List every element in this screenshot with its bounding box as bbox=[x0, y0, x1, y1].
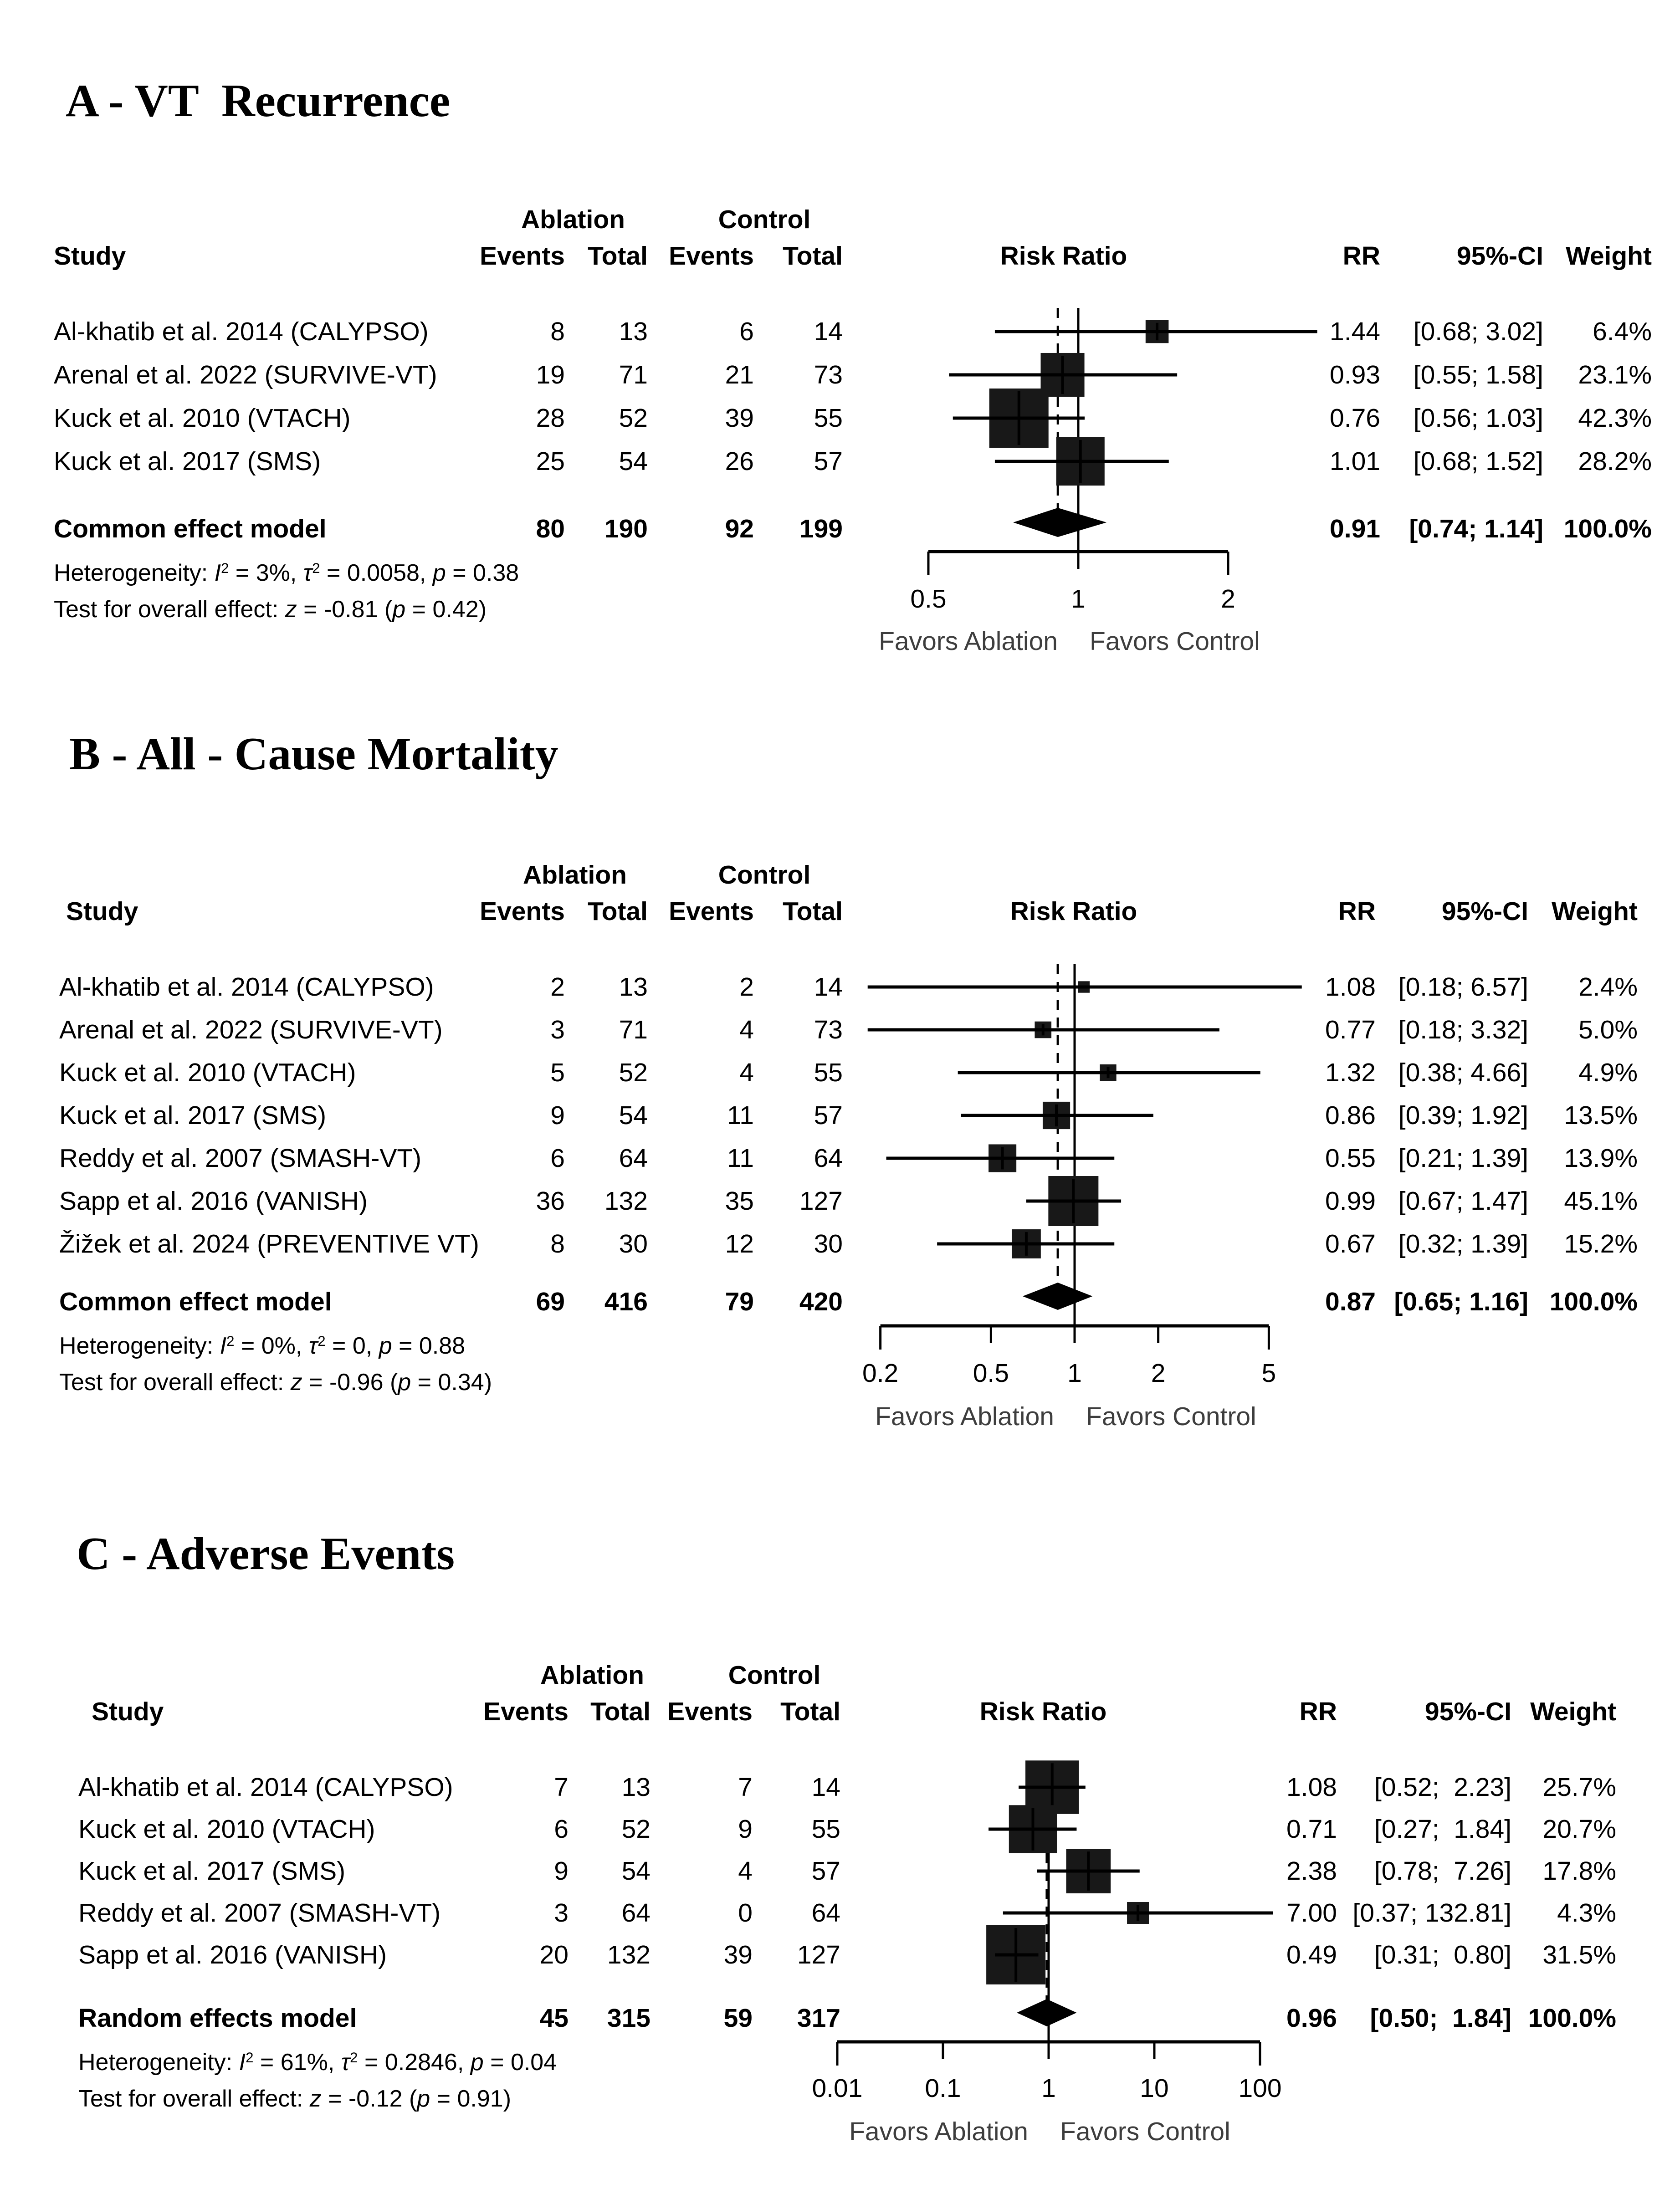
ablation-events-value: 3 bbox=[550, 1015, 565, 1044]
equals-sign: = bbox=[321, 2086, 348, 2112]
ci-value: [0.56; 1.03] bbox=[1413, 404, 1543, 433]
tau-squared-value: 0.2846 bbox=[384, 2049, 457, 2076]
risk-ratio-header: Risk Ratio bbox=[1010, 897, 1137, 926]
axis-tick-label: 0.2 bbox=[862, 1359, 899, 1388]
tau-squared-symbol: τ bbox=[341, 2049, 350, 2076]
control-events-value: 9 bbox=[738, 1815, 753, 1844]
ablation-total-value: 64 bbox=[619, 1144, 648, 1173]
model-control-events-value: 59 bbox=[723, 2004, 753, 2033]
column-header-control-total: Total bbox=[780, 1697, 840, 1726]
study-name: Al-khatib et al. 2014 (CALYPSO) bbox=[59, 972, 434, 1002]
ablation-events-value: 25 bbox=[536, 447, 565, 476]
p-symbol: p bbox=[470, 2049, 484, 2076]
ablation-events-value: 9 bbox=[554, 1856, 569, 1886]
weight-value: 13.5% bbox=[1564, 1101, 1638, 1130]
equals-sign: = bbox=[446, 560, 473, 586]
close-paren: ) bbox=[484, 1369, 492, 1396]
column-header-control-total: Total bbox=[783, 897, 843, 926]
ablation-total-value: 71 bbox=[619, 1015, 648, 1044]
study-name: Kuck et al. 2017 (SMS) bbox=[54, 447, 321, 476]
study-name: Kuck et al. 2010 (VTACH) bbox=[59, 1058, 356, 1087]
ablation-events-value: 28 bbox=[536, 404, 565, 433]
model-ablation-total-value: 315 bbox=[607, 2004, 650, 2033]
ci-value: [0.21; 1.39] bbox=[1398, 1144, 1528, 1173]
model-row-label: Common effect model bbox=[54, 514, 327, 543]
axis-tick-label: 100 bbox=[1238, 2074, 1282, 2103]
ablation-events-value: 6 bbox=[554, 1815, 569, 1844]
favors-control-label: Favors Control bbox=[1086, 1402, 1256, 1431]
ablation-events-value: 20 bbox=[539, 1940, 569, 1969]
equals-sign: = bbox=[234, 1333, 261, 1359]
study-name: Sapp et al. 2016 (VANISH) bbox=[78, 1940, 387, 1969]
axis-tick-label: 1 bbox=[1071, 584, 1086, 614]
control-events-value: 4 bbox=[738, 1856, 753, 1886]
model-control-total-value: 199 bbox=[799, 514, 843, 543]
weight-value: 4.9% bbox=[1578, 1058, 1638, 1087]
i-squared-value: 0% bbox=[261, 1333, 296, 1359]
column-header-rr: RR bbox=[1338, 897, 1376, 926]
control-total-value: 57 bbox=[811, 1856, 840, 1886]
panel-title: C - Adverse Events bbox=[77, 1528, 455, 1580]
heterogeneity-prefix: Heterogeneity: bbox=[54, 560, 215, 586]
model-weight-value: 100.0% bbox=[1528, 2004, 1616, 2033]
p-symbol: p bbox=[417, 2086, 430, 2112]
p-symbol: p bbox=[392, 596, 406, 623]
control-events-value: 0 bbox=[738, 1898, 753, 1928]
control-events-value: 11 bbox=[727, 1144, 754, 1173]
ablation-events-value: 6 bbox=[550, 1144, 565, 1173]
column-header-control-events: Events bbox=[669, 241, 754, 271]
control-events-value: 6 bbox=[739, 317, 754, 346]
ablation-total-value: 13 bbox=[621, 1773, 650, 1802]
equals-sign: = bbox=[392, 1333, 419, 1359]
model-ablation-total-value: 416 bbox=[604, 1287, 648, 1316]
superscript-two: 2 bbox=[350, 2049, 358, 2066]
ablation-events-value: 36 bbox=[536, 1186, 565, 1216]
model-ablation-events-value: 80 bbox=[536, 514, 565, 543]
equals-sign: = bbox=[430, 2086, 457, 2112]
control-total-value: 55 bbox=[814, 404, 843, 433]
ablation-total-value: 54 bbox=[621, 1856, 650, 1886]
ci-value: [0.52; 2.23] bbox=[1374, 1773, 1511, 1802]
equals-sign: = bbox=[297, 596, 324, 623]
rr-value: 0.76 bbox=[1330, 404, 1380, 433]
model-weight-value: 100.0% bbox=[1563, 514, 1652, 543]
open-paren: ( bbox=[383, 1369, 398, 1396]
panel-title: A - VT Recurrence bbox=[66, 75, 451, 127]
ci-value: [0.78; 7.26] bbox=[1374, 1856, 1511, 1886]
ablation-events-value: 2 bbox=[550, 972, 565, 1002]
effect-square bbox=[1066, 1849, 1111, 1893]
weight-value: 45.1% bbox=[1564, 1186, 1638, 1216]
model-control-total-value: 420 bbox=[799, 1287, 843, 1316]
rr-value: 1.01 bbox=[1330, 447, 1380, 476]
model-row-label: Common effect model bbox=[59, 1287, 332, 1316]
superscript-two: 2 bbox=[226, 1333, 235, 1349]
column-header-ci: 95%-CI bbox=[1456, 241, 1543, 271]
study-name: Arenal et al. 2022 (SURVIVE-VT) bbox=[59, 1015, 443, 1044]
heterogeneity-p-value: 0.04 bbox=[510, 2049, 557, 2076]
p-symbol: p bbox=[379, 1333, 392, 1359]
column-header-ablation: Ablation bbox=[540, 1661, 644, 1690]
test-prefix: Test for overall effect: bbox=[78, 2086, 310, 2112]
rr-value: 0.67 bbox=[1325, 1229, 1376, 1258]
favors-ablation-label: Favors Ablation bbox=[879, 627, 1058, 656]
column-header-ablation-events: Events bbox=[483, 1697, 569, 1726]
rr-value: 1.08 bbox=[1325, 972, 1376, 1002]
weight-value: 23.1% bbox=[1578, 360, 1652, 389]
control-events-value: 39 bbox=[723, 1940, 753, 1969]
ci-value: [0.18; 3.32] bbox=[1398, 1015, 1528, 1044]
column-header-weight: Weight bbox=[1530, 1697, 1616, 1726]
superscript-two: 2 bbox=[221, 560, 229, 576]
study-name: Arenal et al. 2022 (SURVIVE-VT) bbox=[54, 360, 437, 389]
weight-value: 31.5% bbox=[1542, 1940, 1616, 1969]
ablation-total-value: 52 bbox=[619, 404, 648, 433]
control-events-value: 7 bbox=[738, 1773, 753, 1802]
control-events-value: 39 bbox=[725, 404, 754, 433]
z-symbol: z bbox=[285, 596, 297, 623]
column-header-ablation-total: Total bbox=[590, 1697, 650, 1726]
test-prefix: Test for overall effect: bbox=[54, 596, 285, 623]
equals-sign: = bbox=[411, 1369, 438, 1396]
rr-value: 0.86 bbox=[1325, 1101, 1376, 1130]
axis-tick-label: 5 bbox=[1261, 1359, 1276, 1388]
study-name: Kuck et al. 2017 (SMS) bbox=[78, 1856, 346, 1886]
weight-value: 28.2% bbox=[1578, 447, 1652, 476]
risk-ratio-header: Risk Ratio bbox=[979, 1697, 1107, 1726]
model-rr-value: 0.87 bbox=[1325, 1287, 1376, 1316]
i-squared-symbol: I bbox=[214, 560, 221, 586]
panel-title: B - All - Cause Mortality bbox=[69, 728, 558, 780]
rr-value: 1.08 bbox=[1286, 1773, 1337, 1802]
column-header-ci: 95%-CI bbox=[1424, 1697, 1511, 1726]
ablation-total-value: 13 bbox=[619, 317, 648, 346]
control-total-value: 55 bbox=[811, 1815, 840, 1844]
test-p-value: 0.91 bbox=[457, 2086, 503, 2112]
model-control-events-value: 92 bbox=[725, 514, 754, 543]
p-symbol: p bbox=[432, 560, 446, 586]
control-events-value: 12 bbox=[725, 1229, 754, 1258]
model-ci-value: [0.50; 1.84] bbox=[1370, 2004, 1511, 2033]
separator: , bbox=[457, 2049, 471, 2076]
risk-ratio-header: Risk Ratio bbox=[1000, 241, 1127, 271]
tau-squared-value: 0.0058 bbox=[347, 560, 420, 586]
rr-value: 0.49 bbox=[1286, 1940, 1337, 1969]
column-header-rr: RR bbox=[1342, 241, 1380, 271]
heterogeneity-p-value: 0.88 bbox=[419, 1333, 466, 1359]
column-header-ablation: Ablation bbox=[521, 205, 625, 234]
rr-value: 0.77 bbox=[1325, 1015, 1376, 1044]
p-symbol: p bbox=[398, 1369, 411, 1396]
open-paren: ( bbox=[402, 2086, 417, 2112]
ablation-total-value: 64 bbox=[621, 1898, 650, 1928]
control-total-value: 73 bbox=[814, 360, 843, 389]
favors-ablation-label: Favors Ablation bbox=[875, 1402, 1054, 1431]
column-header-study: Study bbox=[92, 1697, 164, 1726]
weight-value: 6.4% bbox=[1593, 317, 1652, 346]
control-total-value: 14 bbox=[814, 972, 843, 1002]
column-header-ablation-events: Events bbox=[480, 897, 565, 926]
superscript-two: 2 bbox=[246, 2049, 254, 2066]
control-total-value: 127 bbox=[799, 1186, 843, 1216]
weight-value: 5.0% bbox=[1578, 1015, 1638, 1044]
model-rr-value: 0.91 bbox=[1330, 514, 1380, 543]
model-rr-value: 0.96 bbox=[1286, 2004, 1337, 2033]
favors-control-label: Favors Control bbox=[1060, 2117, 1230, 2146]
rr-value: 1.44 bbox=[1330, 317, 1380, 346]
control-total-value: 55 bbox=[814, 1058, 843, 1087]
axis-tick-label: 0.5 bbox=[910, 584, 947, 614]
study-name: Al-khatib et al. 2014 (CALYPSO) bbox=[78, 1773, 453, 1802]
close-paren: ) bbox=[478, 596, 487, 623]
study-name: Reddy et al. 2007 (SMASH-VT) bbox=[78, 1898, 441, 1928]
control-total-value: 57 bbox=[814, 1101, 843, 1130]
effect-square bbox=[1127, 1902, 1149, 1924]
separator: , bbox=[365, 1333, 379, 1359]
i-squared-symbol: I bbox=[220, 1333, 227, 1359]
control-events-value: 35 bbox=[725, 1186, 754, 1216]
i-squared-symbol: I bbox=[239, 2049, 246, 2076]
ci-value: [0.39; 1.92] bbox=[1398, 1101, 1528, 1130]
column-header-control: Control bbox=[718, 205, 811, 234]
overall-effect-line bbox=[78, 2084, 511, 2114]
ci-value: [0.38; 4.66] bbox=[1398, 1058, 1528, 1087]
study-name: Kuck et al. 2017 (SMS) bbox=[59, 1101, 327, 1130]
separator: , bbox=[290, 560, 303, 586]
control-total-value: 14 bbox=[811, 1773, 840, 1802]
rr-value: 7.00 bbox=[1286, 1898, 1337, 1928]
ablation-total-value: 13 bbox=[619, 972, 648, 1002]
ablation-events-value: 7 bbox=[554, 1773, 569, 1802]
model-ci-value: [0.65; 1.16] bbox=[1394, 1287, 1528, 1316]
superscript-two: 2 bbox=[312, 560, 320, 576]
axis-tick-label: 10 bbox=[1140, 2074, 1169, 2103]
rr-value: 0.93 bbox=[1330, 360, 1380, 389]
z-value: -0.12 bbox=[348, 2086, 403, 2112]
model-control-events-value: 79 bbox=[725, 1287, 754, 1316]
column-header-ci: 95%-CI bbox=[1441, 897, 1528, 926]
separator: , bbox=[295, 1333, 309, 1359]
ci-value: [0.18; 6.57] bbox=[1398, 972, 1528, 1002]
tau-squared-symbol: τ bbox=[308, 1333, 318, 1359]
ablation-total-value: 132 bbox=[604, 1186, 648, 1216]
column-header-weight: Weight bbox=[1566, 241, 1652, 271]
control-total-value: 14 bbox=[814, 317, 843, 346]
test-p-value: 0.34 bbox=[438, 1369, 484, 1396]
equals-sign: = bbox=[358, 2049, 385, 2076]
ablation-total-value: 30 bbox=[619, 1229, 648, 1258]
heterogeneity-prefix: Heterogeneity: bbox=[59, 1333, 220, 1359]
weight-value: 25.7% bbox=[1542, 1773, 1616, 1802]
weight-value: 13.9% bbox=[1564, 1144, 1638, 1173]
weight-value: 2.4% bbox=[1578, 972, 1638, 1002]
control-events-value: 26 bbox=[725, 447, 754, 476]
control-total-value: 30 bbox=[814, 1229, 843, 1258]
z-symbol: z bbox=[290, 1369, 302, 1396]
equals-sign: = bbox=[405, 596, 433, 623]
study-name: Kuck et al. 2010 (VTACH) bbox=[78, 1815, 375, 1844]
heterogeneity-p-value: 0.38 bbox=[473, 560, 519, 586]
column-header-ablation: Ablation bbox=[523, 860, 627, 890]
ablation-events-value: 8 bbox=[550, 1229, 565, 1258]
weight-value: 20.7% bbox=[1542, 1815, 1616, 1844]
column-header-control: Control bbox=[718, 860, 811, 890]
ablation-total-value: 54 bbox=[619, 1101, 648, 1130]
effect-square bbox=[986, 1925, 1045, 1984]
control-events-value: 21 bbox=[725, 360, 754, 389]
study-name: Kuck et al. 2010 (VTACH) bbox=[54, 404, 351, 433]
control-events-value: 4 bbox=[739, 1058, 754, 1087]
weight-value: 4.3% bbox=[1557, 1898, 1616, 1928]
column-header-control: Control bbox=[728, 1661, 821, 1690]
control-total-value: 127 bbox=[797, 1940, 840, 1969]
superscript-two: 2 bbox=[318, 1333, 326, 1349]
model-control-total-value: 317 bbox=[797, 2004, 840, 2033]
equals-sign: = bbox=[320, 560, 347, 586]
equals-sign: = bbox=[253, 2049, 281, 2076]
model-ci-value: [0.74; 1.14] bbox=[1409, 514, 1543, 543]
axis-tick-label: 0.1 bbox=[925, 2074, 961, 2103]
equals-sign: = bbox=[325, 1333, 353, 1359]
model-row-label: Random effects model bbox=[78, 2004, 357, 2033]
pooled-diamond bbox=[1017, 1999, 1076, 2026]
control-events-value: 2 bbox=[739, 972, 754, 1002]
ablation-events-value: 3 bbox=[554, 1898, 569, 1928]
heterogeneity-prefix: Heterogeneity: bbox=[78, 2049, 239, 2076]
column-header-control-events: Events bbox=[669, 897, 754, 926]
equals-sign: = bbox=[302, 1369, 329, 1396]
column-header-ablation-total: Total bbox=[588, 897, 648, 926]
separator: , bbox=[419, 560, 433, 586]
ablation-events-value: 8 bbox=[550, 317, 565, 346]
tau-squared-value: 0 bbox=[352, 1333, 366, 1359]
ci-value: [0.32; 1.39] bbox=[1398, 1229, 1528, 1258]
ci-value: [0.27; 1.84] bbox=[1374, 1815, 1511, 1844]
control-events-value: 11 bbox=[727, 1101, 754, 1130]
control-total-value: 64 bbox=[811, 1898, 840, 1928]
column-header-rr: RR bbox=[1299, 1697, 1337, 1726]
ci-value: [0.67; 1.47] bbox=[1398, 1186, 1528, 1216]
test-prefix: Test for overall effect: bbox=[59, 1369, 291, 1396]
rr-value: 2.38 bbox=[1286, 1856, 1337, 1886]
column-header-weight: Weight bbox=[1552, 897, 1638, 926]
equals-sign: = bbox=[483, 2049, 511, 2076]
rr-value: 0.55 bbox=[1325, 1144, 1376, 1173]
heterogeneity-line bbox=[78, 2047, 557, 2081]
axis-tick-label: 0.5 bbox=[973, 1359, 1009, 1388]
z-value: -0.96 bbox=[329, 1369, 384, 1396]
column-header-ablation-total: Total bbox=[588, 241, 648, 271]
ci-value: [0.68; 3.02] bbox=[1413, 317, 1543, 346]
model-ablation-events-value: 45 bbox=[539, 2004, 569, 2033]
separator: , bbox=[328, 2049, 341, 2076]
study-name: Žižek et al. 2024 (PREVENTIVE VT) bbox=[59, 1229, 479, 1258]
study-name: Reddy et al. 2007 (SMASH-VT) bbox=[59, 1144, 422, 1173]
weight-value: 15.2% bbox=[1564, 1229, 1638, 1258]
study-name: Sapp et al. 2016 (VANISH) bbox=[59, 1186, 368, 1216]
ci-value: [0.68; 1.52] bbox=[1413, 447, 1543, 476]
i-squared-value: 61% bbox=[280, 2049, 328, 2076]
column-header-ablation-events: Events bbox=[480, 241, 565, 271]
control-events-value: 4 bbox=[739, 1015, 754, 1044]
test-p-value: 0.42 bbox=[432, 596, 479, 623]
ablation-total-value: 54 bbox=[619, 447, 648, 476]
axis-tick-label: 1 bbox=[1067, 1359, 1082, 1388]
column-header-study: Study bbox=[66, 897, 138, 926]
model-weight-value: 100.0% bbox=[1549, 1287, 1638, 1316]
axis-tick-label: 2 bbox=[1151, 1359, 1166, 1388]
ci-value: [0.55; 1.58] bbox=[1413, 360, 1543, 389]
study-name: Al-khatib et al. 2014 (CALYPSO) bbox=[54, 317, 429, 346]
z-symbol: z bbox=[309, 2086, 322, 2112]
ablation-total-value: 52 bbox=[621, 1815, 650, 1844]
ci-value: [0.31; 0.80] bbox=[1374, 1940, 1511, 1969]
tau-squared-symbol: τ bbox=[303, 560, 312, 586]
ci-value: [0.37; 132.81] bbox=[1352, 1898, 1511, 1928]
control-total-value: 73 bbox=[814, 1015, 843, 1044]
close-paren: ) bbox=[503, 2086, 512, 2112]
axis-tick-label: 2 bbox=[1221, 584, 1235, 614]
ablation-events-value: 19 bbox=[536, 360, 565, 389]
control-total-value: 64 bbox=[814, 1144, 843, 1173]
z-value: -0.81 bbox=[323, 596, 378, 623]
equals-sign: = bbox=[229, 560, 256, 586]
control-total-value: 57 bbox=[814, 447, 843, 476]
axis-tick-label: 0.01 bbox=[812, 2074, 863, 2103]
weight-value: 17.8% bbox=[1542, 1856, 1616, 1886]
favors-control-label: Favors Control bbox=[1090, 627, 1260, 656]
ablation-total-value: 132 bbox=[607, 1940, 650, 1969]
rr-value: 0.71 bbox=[1286, 1815, 1337, 1844]
rr-value: 1.32 bbox=[1325, 1058, 1376, 1087]
model-ablation-events-value: 69 bbox=[536, 1287, 565, 1316]
ablation-events-value: 5 bbox=[550, 1058, 565, 1087]
ablation-total-value: 71 bbox=[619, 360, 648, 389]
ablation-events-value: 9 bbox=[550, 1101, 565, 1130]
i-squared-value: 3% bbox=[256, 560, 290, 586]
effect-square bbox=[1025, 1760, 1079, 1814]
rr-value: 0.99 bbox=[1325, 1186, 1376, 1216]
axis-tick-label: 1 bbox=[1041, 2074, 1056, 2103]
weight-value: 42.3% bbox=[1578, 404, 1652, 433]
column-header-study: Study bbox=[54, 241, 126, 271]
effect-square bbox=[1009, 1805, 1057, 1853]
model-ablation-total-value: 190 bbox=[604, 514, 648, 543]
column-header-control-total: Total bbox=[783, 241, 843, 271]
ablation-total-value: 52 bbox=[619, 1058, 648, 1087]
column-header-control-events: Events bbox=[667, 1697, 753, 1726]
open-paren: ( bbox=[378, 596, 393, 623]
favors-ablation-label: Favors Ablation bbox=[849, 2117, 1028, 2146]
